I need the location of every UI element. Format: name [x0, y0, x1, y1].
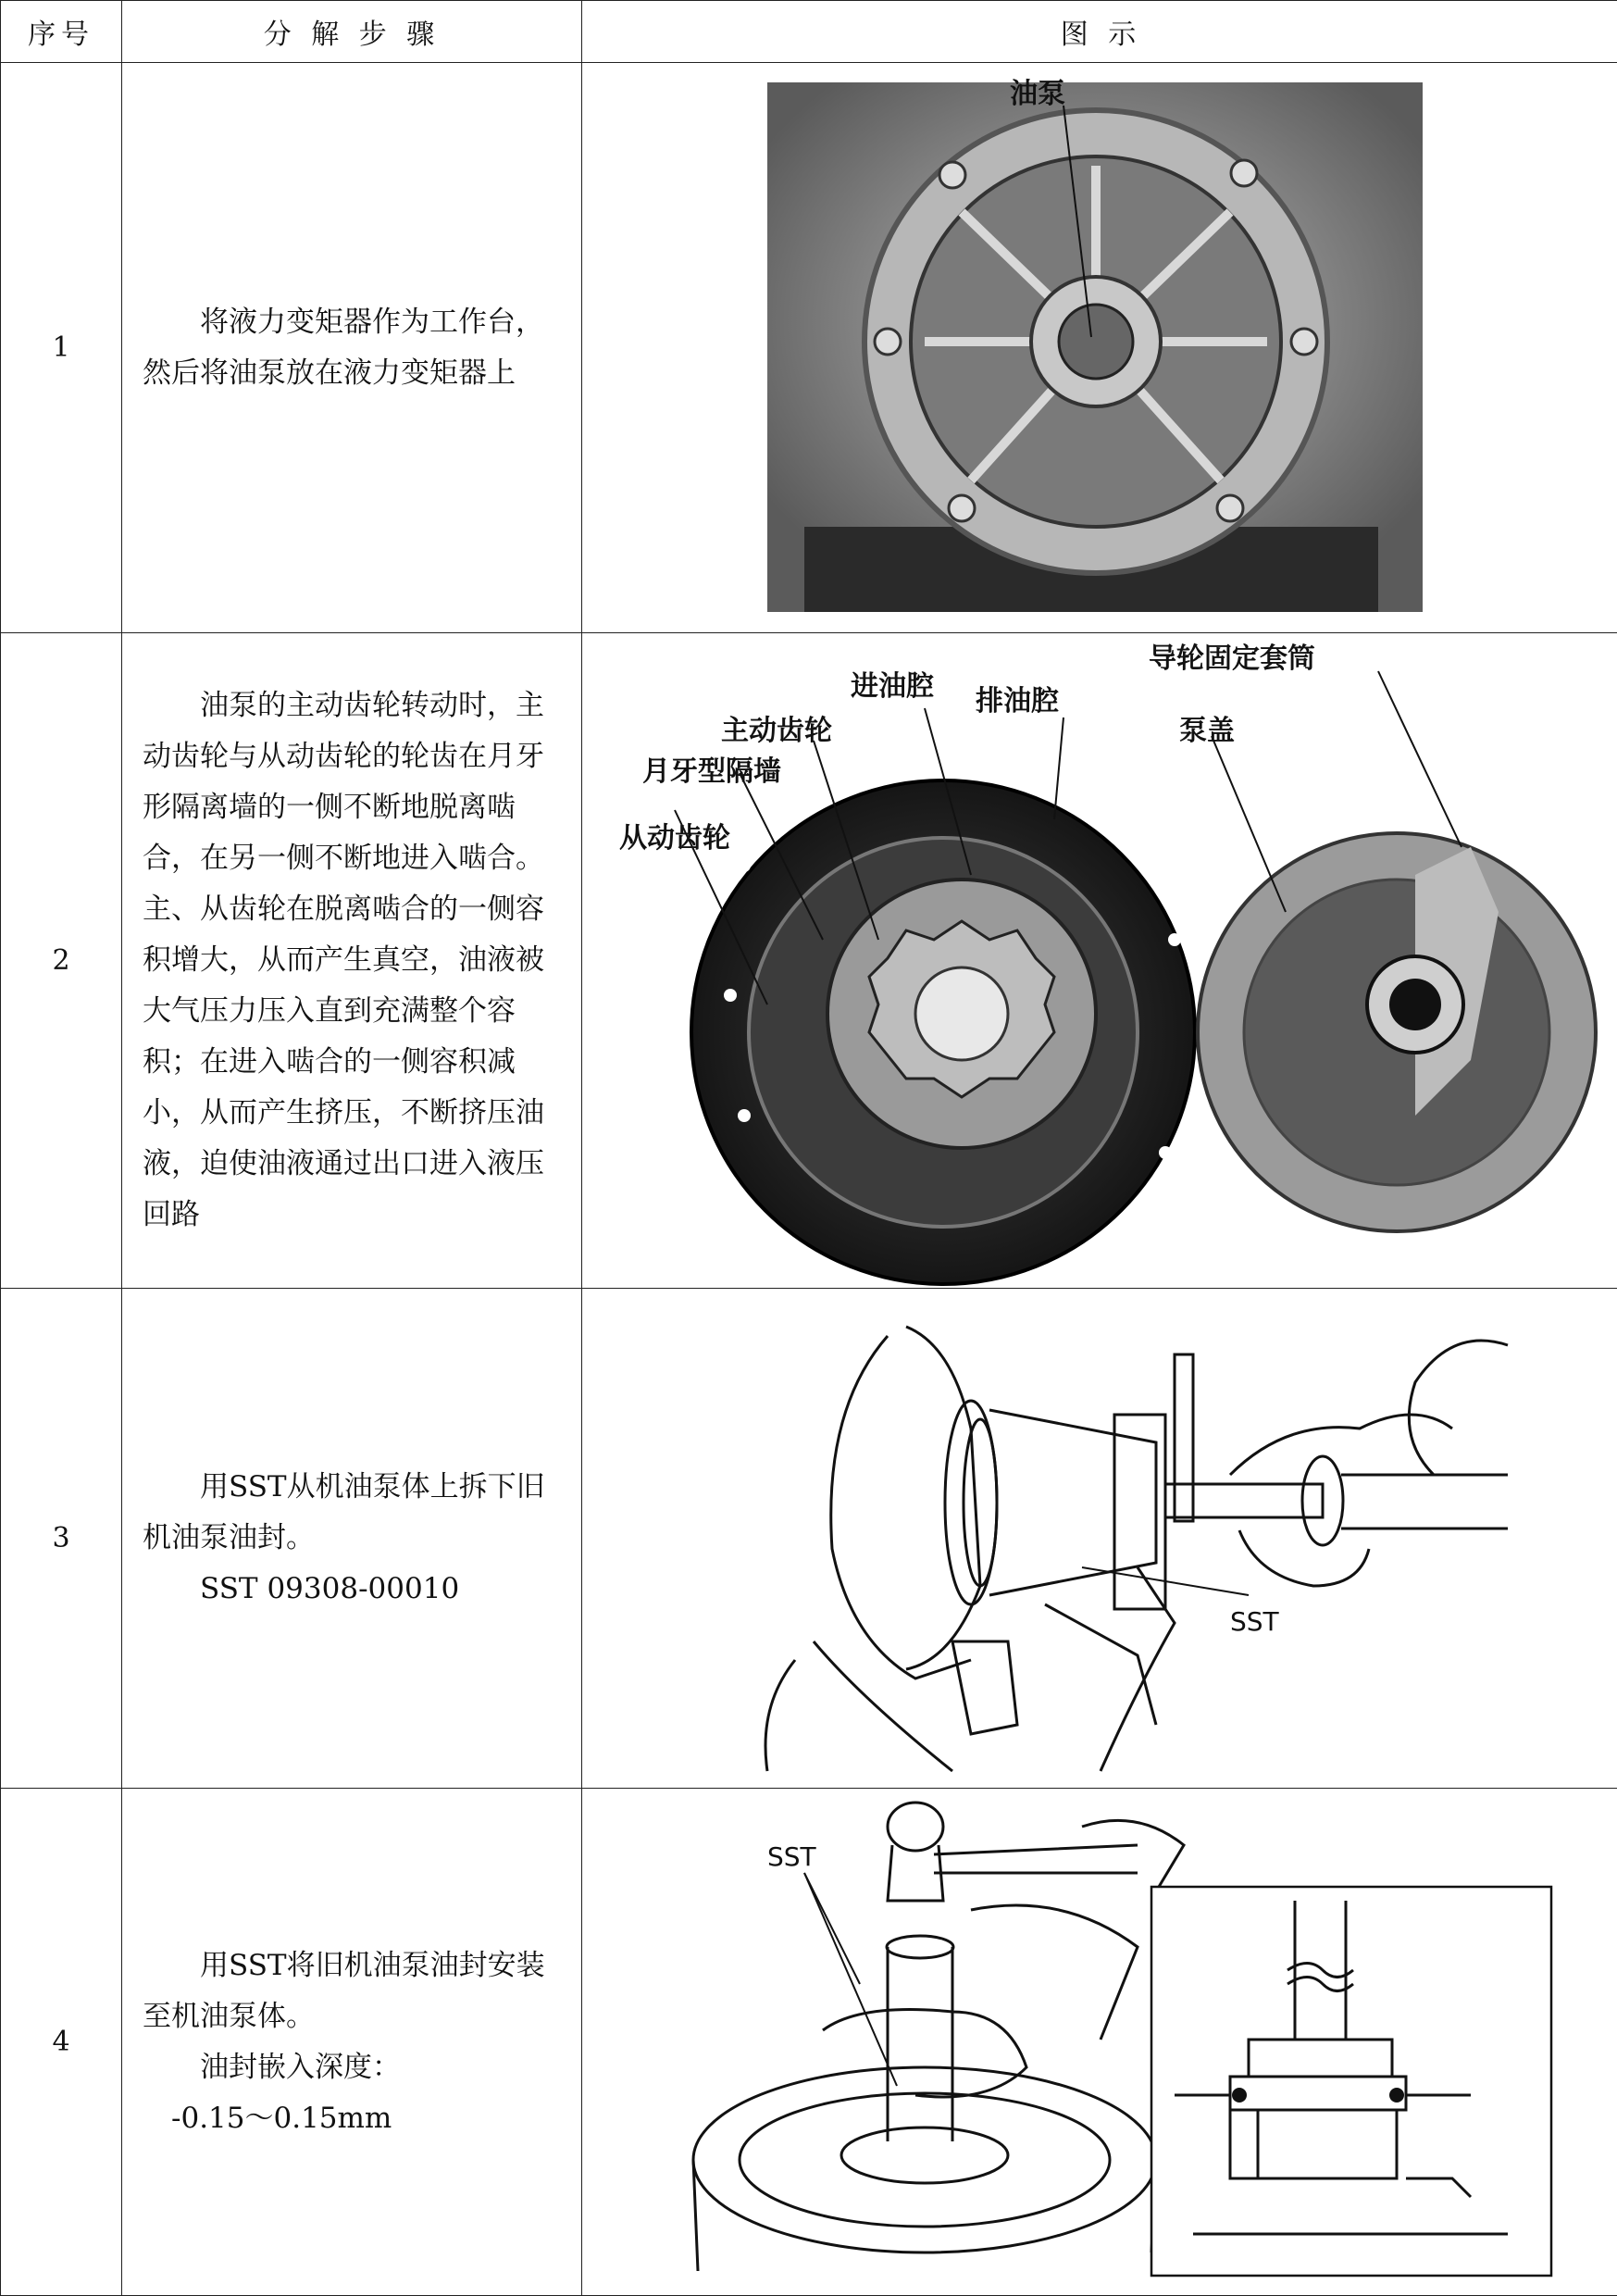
step-paragraph: 用SST将旧机油泵油封安装至机油泵体。	[143, 1940, 561, 2042]
header-figure: 图 示	[582, 1, 1617, 63]
figure-cell	[582, 633, 1617, 1289]
table-row	[1, 1789, 1617, 2296]
table-row	[1, 1289, 1617, 1789]
oil-pump-photo	[582, 64, 1617, 632]
header-row	[1, 1, 1617, 63]
label-oil-pump: 油泵	[1010, 78, 1065, 110]
pump-gears-photo	[582, 634, 1617, 1288]
step-text	[122, 1289, 582, 1789]
row-number: 1	[1, 63, 122, 633]
row-number: 4	[1, 1789, 122, 2296]
row-number: 3	[1, 1289, 122, 1789]
table-row	[1, 633, 1617, 1289]
step-text	[122, 63, 582, 633]
depth-label: 油封嵌入深度：	[143, 2042, 561, 2093]
row-number: 2	[1, 633, 122, 1289]
label-sst: SST	[767, 1841, 817, 1872]
sst-number: SST 09308-00010	[143, 1564, 561, 1615]
step-paragraph: 油泵的主动齿轮转动时，主动齿轮与从动齿轮的轮齿在月牙形隔离墙的一侧不断地脱离啮合，在另一侧不断地进入啮合。主、从齿轮在脱离啮合的一侧容积增大，从而产生真空，油液被大气压力压入直到充满整个容积；在进入啮合的一侧容积减小，从而产生挤压，不断挤压油液，迫使油液通过出口进入液压回路	[143, 680, 561, 1241]
header-no: 序号	[1, 1, 122, 63]
label-crescent: 月牙型隔墙	[642, 755, 781, 788]
depth-value: -0.15～0.15mm	[143, 2093, 561, 2144]
seal-removal-drawing	[582, 1290, 1617, 1788]
step-paragraph: 将液力变矩器作为工作台，然后将油泵放在液力变矩器上	[143, 297, 561, 399]
label-outlet-chamber: 排油腔	[976, 685, 1059, 718]
label-sst: SST	[1230, 1606, 1280, 1637]
step-paragraph: 用SST从机油泵体上拆下旧机油泵油封。	[143, 1462, 561, 1564]
label-pump-cover: 泵盖	[1179, 715, 1235, 747]
label-inlet-chamber: 进油腔	[851, 670, 934, 703]
figure-cell	[582, 1789, 1617, 2296]
label-stator-sleeve: 导轮固定套筒	[1149, 643, 1315, 675]
label-driven-gear: 从动齿轮	[619, 822, 730, 855]
step-text	[122, 1789, 582, 2296]
step-text	[122, 633, 582, 1289]
header-step: 分 解 步 骤	[122, 1, 582, 63]
figure-cell	[582, 1289, 1617, 1789]
seal-install-drawing	[582, 1790, 1617, 2295]
figure-cell	[582, 63, 1617, 633]
detail-inset	[1151, 1887, 1551, 2276]
table-row	[1, 63, 1617, 633]
label-drive-gear: 主动齿轮	[721, 715, 832, 747]
